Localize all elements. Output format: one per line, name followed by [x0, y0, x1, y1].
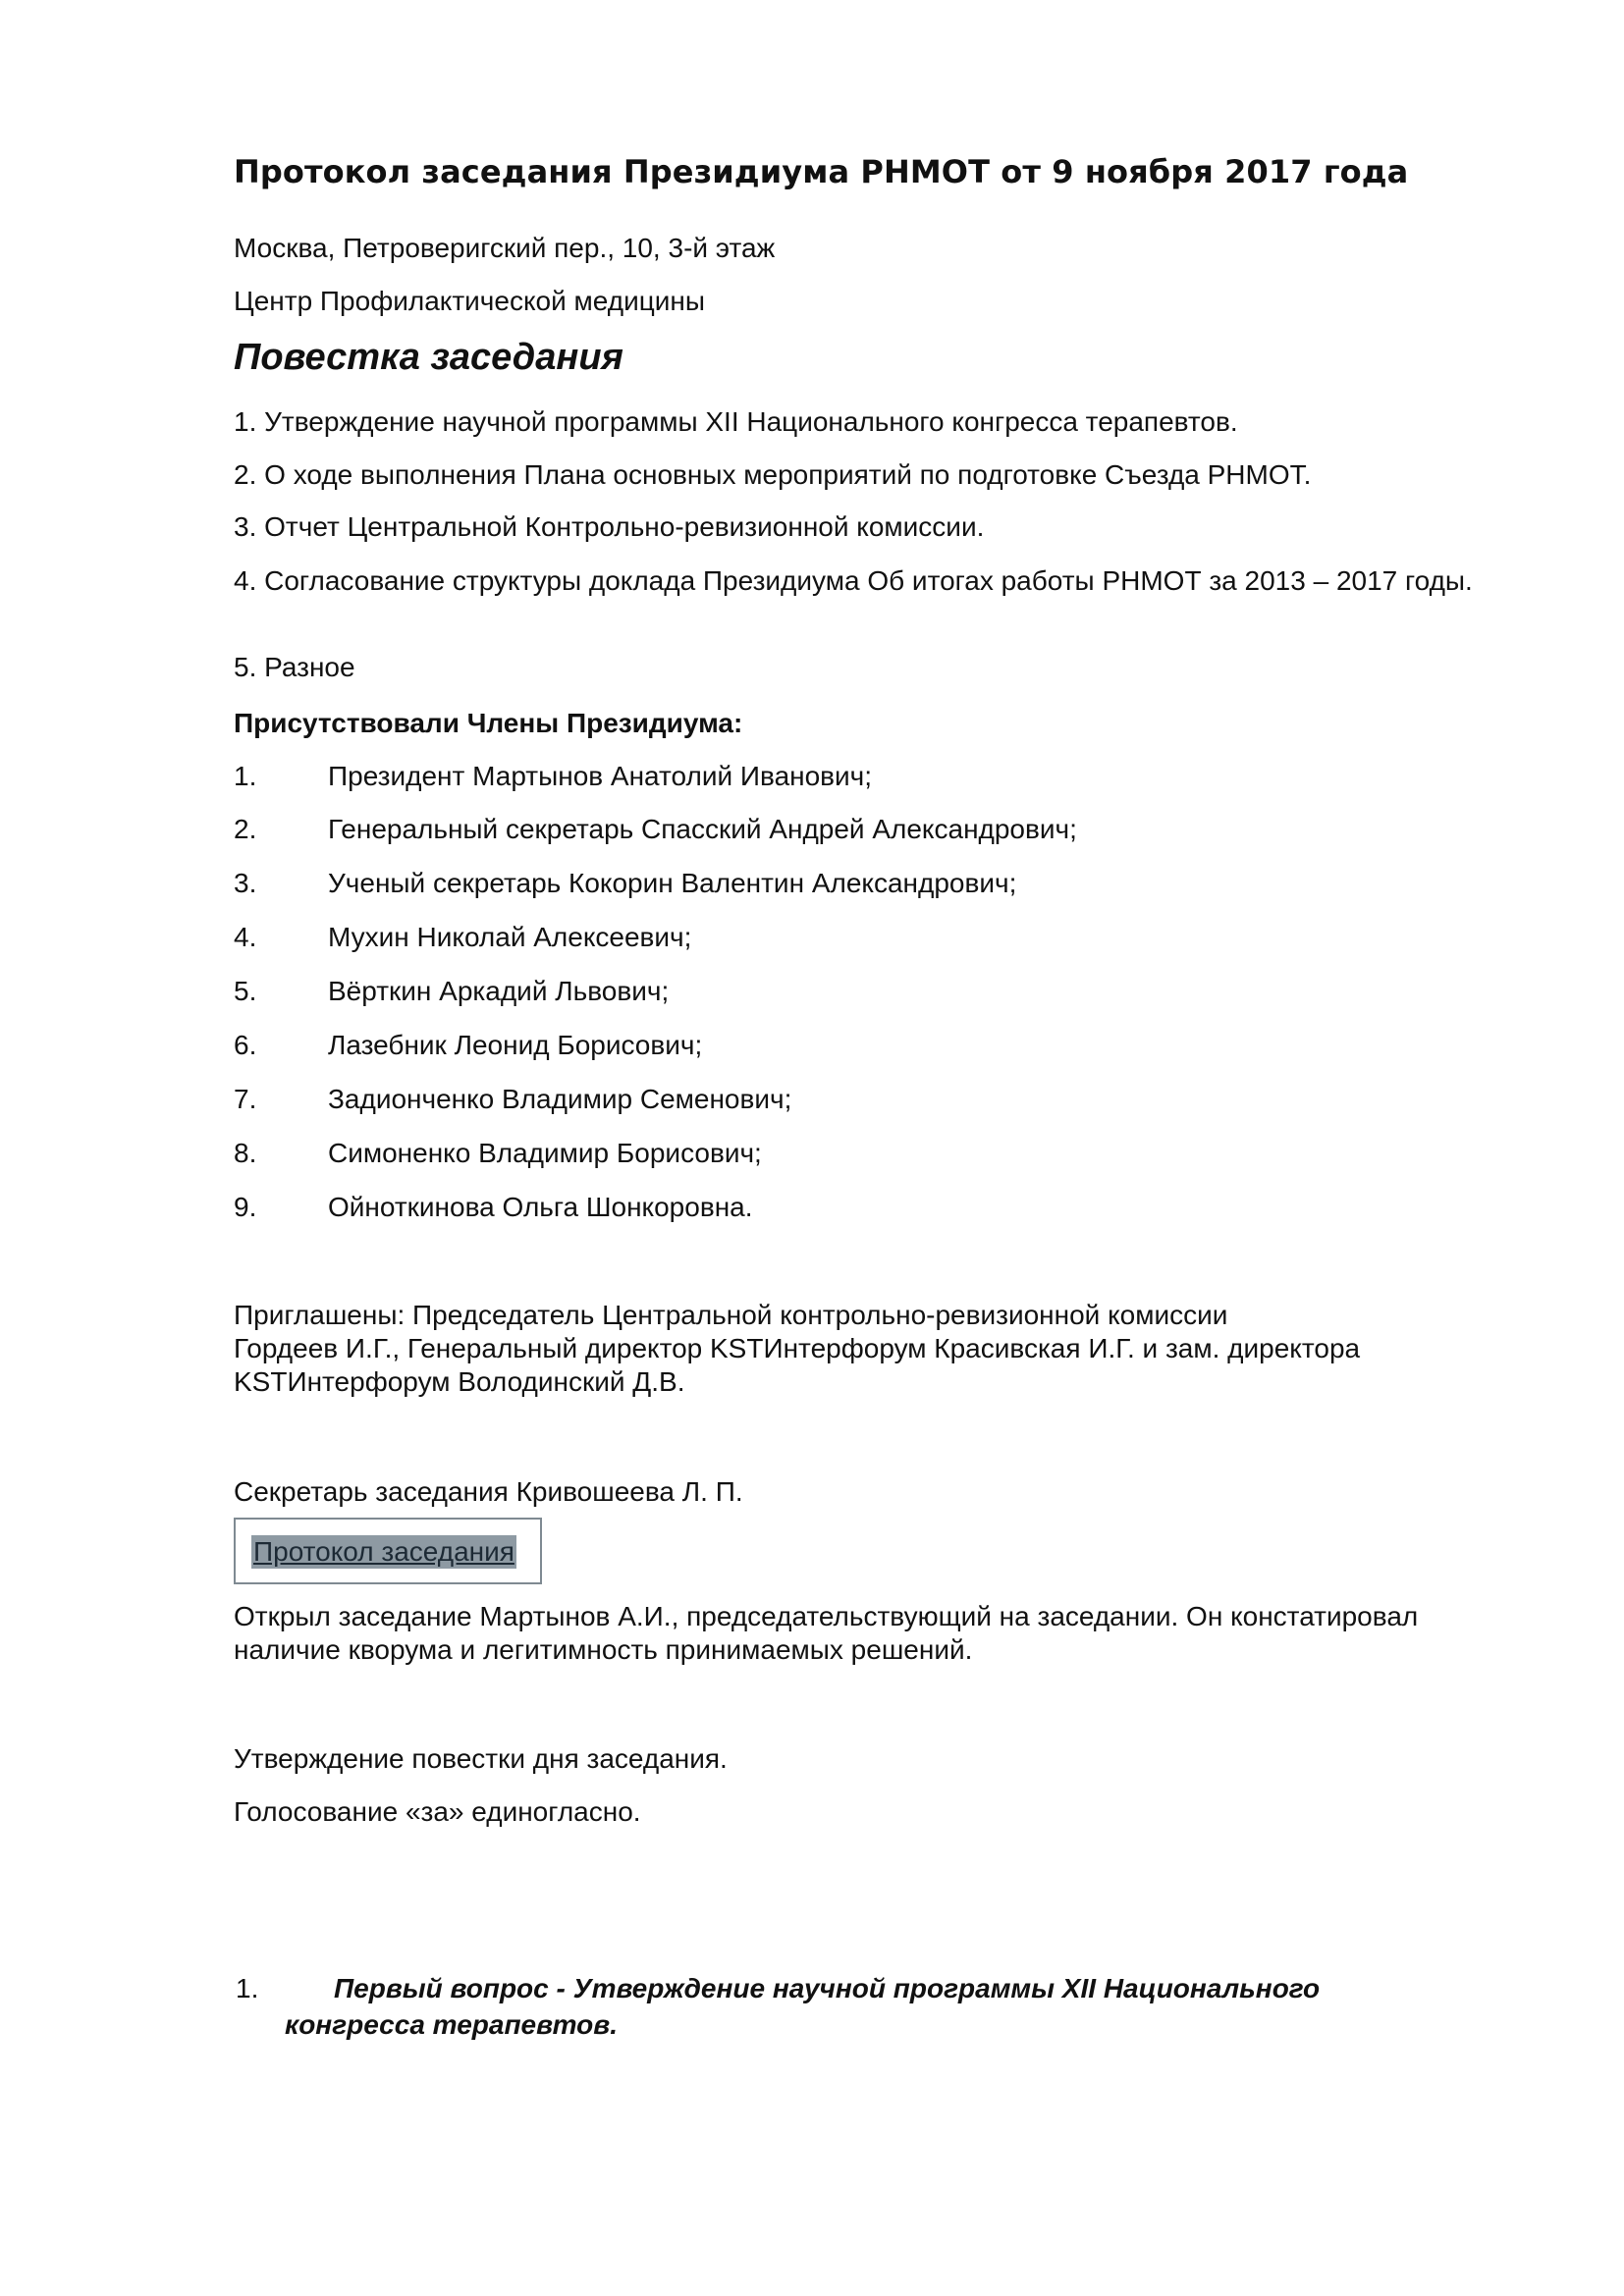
agenda-item: 4. Согласование структуры доклада Президиума Об итогах работы РНМОТ за 2013 – 2017 годы. [234, 565, 1473, 596]
member-name: Задионченко Владимир Семенович; [328, 1084, 792, 1114]
question-number: 1. [236, 1973, 259, 2003]
opening-line: Открыл заседание Мартынов А.И., председательствующий на заседании. Он констатировал [234, 1601, 1419, 1631]
member-number: 1. [234, 761, 257, 791]
invited-line: Приглашены: Председатель Центральной контрольно-ревизионной комиссии [234, 1300, 1228, 1330]
protocol-link[interactable]: Протокол заседания [253, 1536, 514, 1567]
member-number: 7. [234, 1084, 257, 1114]
agenda-approval: Утверждение повестки дня заседания. [234, 1743, 728, 1774]
member-name: Мухин Николай Алексеевич; [328, 922, 692, 952]
member-number: 4. [234, 922, 257, 952]
meeting-secretary: Секретарь заседания Кривошеева Л. П. [234, 1476, 743, 1507]
document-title: Протокол заседания Президиума РНМОТ от 9 ноября 2017 года [234, 153, 1409, 190]
invited-line: KSTИнтерфорум Володинский Д.В. [234, 1366, 685, 1397]
member-name: Симоненко Владимир Борисович; [328, 1138, 762, 1168]
member-number: 3. [234, 868, 257, 898]
question-title: Первый вопрос - Утверждение научной программы XII Национального [334, 1973, 1321, 2003]
agenda-heading: Повестка заседания [234, 337, 623, 378]
member-number: 5. [234, 976, 257, 1006]
member-name: Лазебник Леонид Борисович; [328, 1030, 703, 1060]
agenda-item: 5. Разное [234, 652, 355, 682]
meeting-address: Москва, Петроверигский пер., 10, 3-й этаж [234, 233, 776, 263]
question-title-continued: конгресса терапевтов. [285, 2009, 618, 2040]
protocol-link-box [234, 1518, 542, 1584]
member-number: 8. [234, 1138, 257, 1168]
agenda-item: 3. Отчет Центральной Контрольно-ревизионной комиссии. [234, 511, 985, 542]
member-number: 9. [234, 1192, 257, 1222]
member-number: 2. [234, 814, 257, 844]
attendees-heading: Присутствовали Члены Президиума: [234, 708, 743, 738]
agenda-item: 2. О ходе выполнения Плана основных мероприятий по подготовке Съезда РНМОТ. [234, 459, 1312, 490]
vote-result: Голосование «за» единогласно. [234, 1796, 641, 1827]
member-name: Ойноткинова Ольга Шонкоровна. [328, 1192, 753, 1222]
member-name: Генеральный секретарь Спасский Андрей Александрович; [328, 814, 1077, 844]
meeting-venue: Центр Профилактической медицины [234, 286, 705, 316]
member-number: 6. [234, 1030, 257, 1060]
opening-line: наличие кворума и легитимность принимаемых решений. [234, 1634, 973, 1665]
member-name: Вёрткин Аркадий Львович; [328, 976, 670, 1006]
invited-line: Гордеев И.Г., Генеральный директор KSTИнтерфорум Красивская И.Г. и зам. директора [234, 1333, 1361, 1363]
member-name: Президент Мартынов Анатолий Иванович; [328, 761, 873, 791]
member-name: Ученый секретарь Кокорин Валентин Александрович; [328, 868, 1017, 898]
agenda-item: 1. Утверждение научной программы XII Национального конгресса терапевтов. [234, 406, 1238, 437]
